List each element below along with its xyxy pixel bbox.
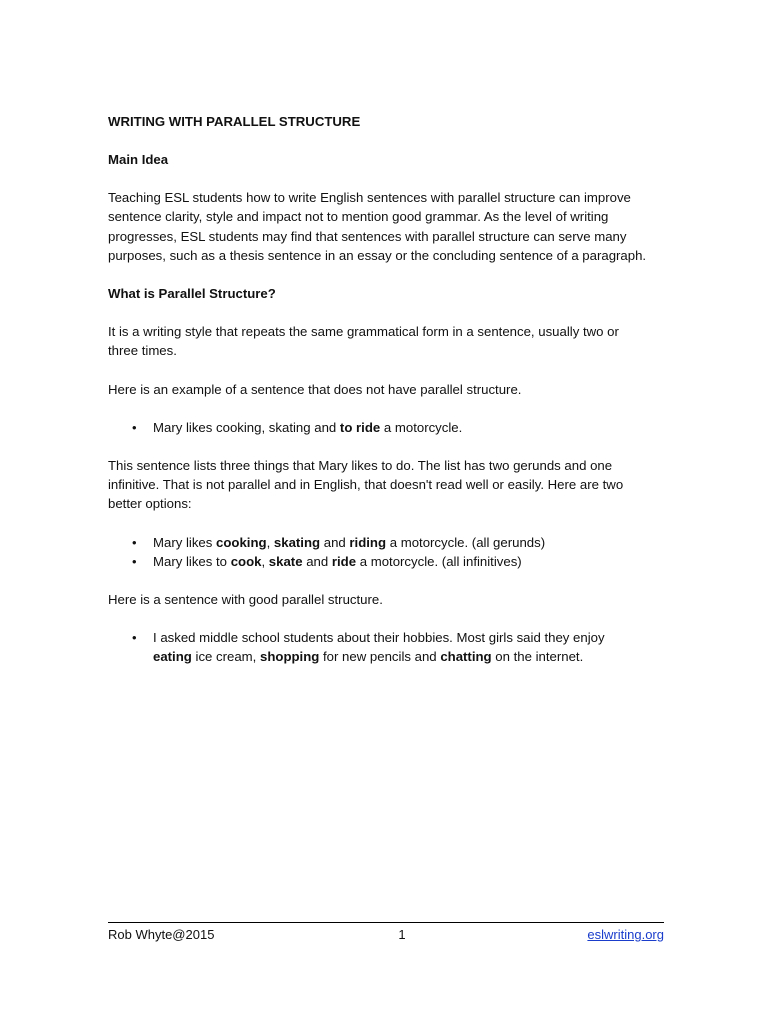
list-item (108, 628, 664, 666)
definition-paragraph (108, 322, 664, 360)
paragraph-line: infinitive. That is not parallel and in English, that doesn't read well or easily. Here are two (108, 477, 624, 493)
sentence-text: ice cream, (191, 649, 260, 665)
sentence-text: I asked middle school students about their hobbies. Most girls said they enjoy (153, 630, 605, 646)
footer-author: Rob Whyte@2015 (108, 927, 215, 942)
sentence-text: and (320, 534, 350, 550)
sentence-text: and (302, 553, 332, 569)
sentence-text: , (261, 553, 269, 569)
bullet-icon: • (132, 534, 137, 550)
emphasis-text: eating (153, 649, 192, 665)
paragraph-line: It is a writing style that repeats the same grammatical form in a sentence, usually two or (108, 324, 619, 340)
sentence-text: Mary likes (153, 534, 217, 550)
paragraph-line: three times. (108, 343, 177, 359)
paragraph-line: better options: (108, 496, 192, 512)
footer-divider (108, 922, 664, 923)
bad-example-intro: Here is an example of a sentence that does not have parallel structure. (108, 381, 522, 397)
emphasis-text: riding (349, 534, 387, 550)
document-title: WRITING WITH PARALLEL STRUCTURE (108, 114, 361, 129)
list-item (108, 533, 664, 552)
bullet-icon: • (132, 419, 137, 435)
sentence-text: Mary likes to (153, 553, 231, 569)
bad-example-list (108, 418, 664, 437)
explanation-paragraph (108, 456, 664, 514)
emphasis-text: cook (230, 553, 262, 569)
sentence-text: a motorcycle. (all infinitives) (356, 553, 522, 569)
sentence-text: Mary likes cooking, skating and (153, 419, 340, 435)
better-options-list (108, 533, 664, 571)
emphasis-text: ride (331, 553, 357, 569)
what-is-heading: What is Parallel Structure? (108, 286, 276, 302)
good-example-list (108, 628, 664, 666)
sentence-text: on the internet. (491, 649, 584, 665)
emphasis-text: cooking (216, 534, 267, 550)
paragraph-line: progresses, ESL students may find that sentences with parallel structure can serve many (108, 228, 627, 244)
emphasis-text: chatting (440, 649, 492, 665)
sentence-text: for new pencils and (319, 649, 441, 665)
paragraph-line: Teaching ESL students how to write English sentences with parallel structure can improve (108, 190, 631, 206)
paragraph-line: sentence clarity, style and impact not to mention good grammar. As the level of writing (108, 209, 609, 225)
sentence-text: a motorcycle. (all gerunds) (386, 534, 546, 550)
main-idea-heading: Main Idea (108, 152, 169, 167)
paragraph-line: This sentence lists three things that Mary likes to do. The list has two gerunds and one (108, 458, 613, 474)
footer-page-number: 1 (398, 927, 406, 942)
emphasis-text: skating (273, 534, 321, 550)
bullet-icon: • (132, 630, 137, 646)
footer-website-link[interactable]: eslwriting.org (587, 927, 664, 942)
paragraph-line: purposes, such as a thesis sentence in an essay or the concluding sentence of a paragraph. (108, 247, 647, 263)
bullet-icon: • (132, 553, 137, 569)
main-idea-paragraph (108, 188, 664, 265)
document-body (108, 112, 664, 667)
emphasis-text: skate (268, 553, 303, 569)
emphasis-text: shopping (260, 649, 320, 665)
emphasis-text: to ride (339, 419, 381, 435)
list-item (108, 418, 664, 437)
good-example-intro: Here is a sentence with good parallel structure. (108, 592, 383, 608)
page-footer (108, 925, 664, 945)
sentence-text: a motorcycle. (380, 419, 463, 435)
sentence-text: , (266, 534, 274, 550)
list-item (108, 552, 664, 571)
